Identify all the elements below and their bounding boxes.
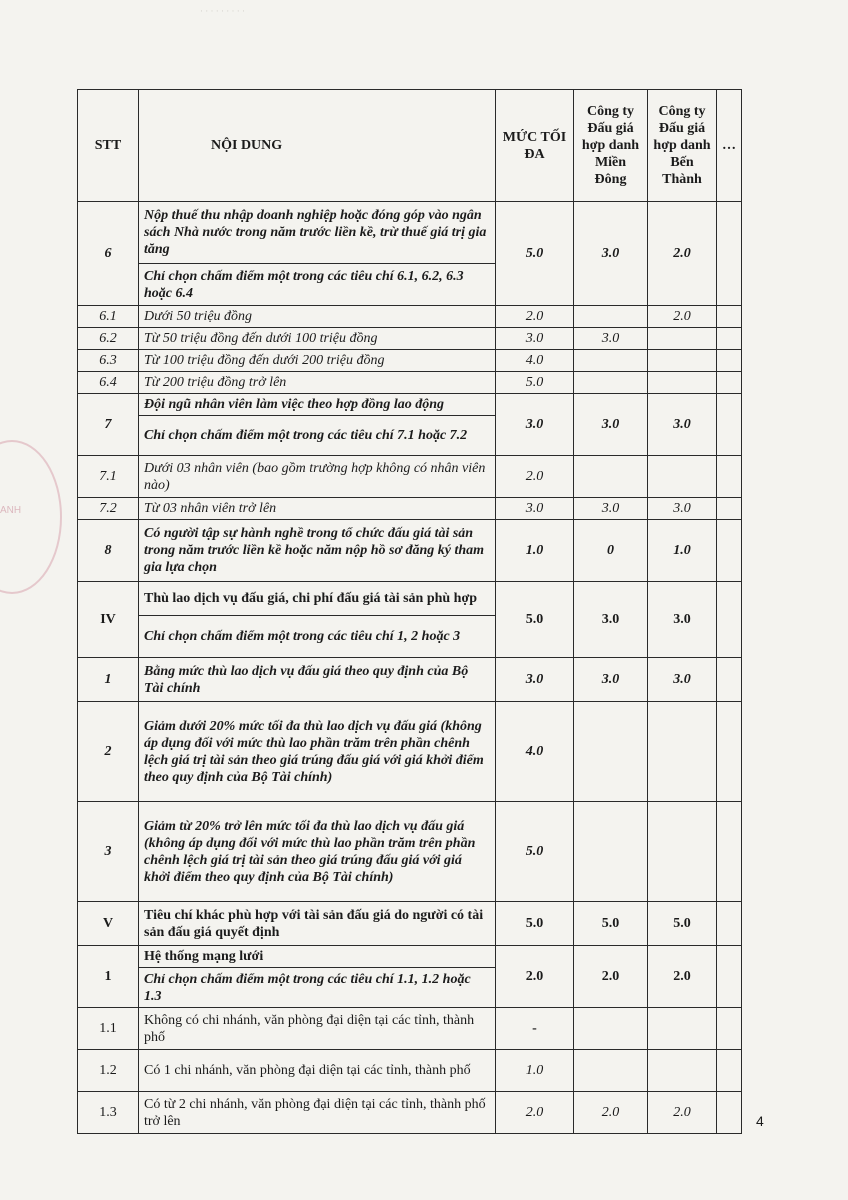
row-content: Giảm dưới 20% mức tối đa thù lao dịch vụ đấu giá (không áp dụng đối với mức thù lao phần trăm trên phần chênh lệch giá trị tài sản theo giá trúng đấu giá với giá khởi điểm theo quy định của Bộ Tài chính) <box>139 702 496 802</box>
row-content: Không có chi nhánh, văn phòng đại diện tại các tỉnh, thành phố <box>139 1008 496 1050</box>
table-row <box>78 306 742 328</box>
row-max: 5.0 <box>496 372 574 394</box>
row-company-2 <box>648 328 717 350</box>
row-content: Thù lao dịch vụ đấu giá, chi phí đấu giá tài sản phù hợp <box>139 582 496 616</box>
table-row <box>78 520 742 582</box>
row-company-2 <box>648 372 717 394</box>
row-company-2: 3.0 <box>648 498 717 520</box>
row-content: Có từ 2 chi nhánh, văn phòng đại diện tại các tỉnh, thành phố trở lên <box>139 1092 496 1134</box>
table-row <box>78 498 742 520</box>
row-company-1 <box>574 306 648 328</box>
row-content: Tiêu chí khác phù hợp với tài sản đấu giá do người có tài sản đấu giá quyết định <box>139 902 496 946</box>
row-company-2: 3.0 <box>648 658 717 702</box>
row-company-2: 1.0 <box>648 520 717 582</box>
row-max: 4.0 <box>496 702 574 802</box>
row-company-1 <box>574 1008 648 1050</box>
row-company-1 <box>574 350 648 372</box>
row-stt: 8 <box>78 520 139 582</box>
row-content: Có người tập sự hành nghề trong tổ chức đấu giá tài sản trong năm trước liền kề hoặc năm nộp hồ sơ đăng ký tham gia lựa chọn <box>139 520 496 582</box>
row-stt: 6.4 <box>78 372 139 394</box>
row-stt: 1 <box>78 946 139 1008</box>
stamp-fragment: ANH <box>0 505 22 516</box>
row-company-2 <box>648 456 717 498</box>
row-company-2 <box>648 702 717 802</box>
row-content: Từ 03 nhân viên trở lên <box>139 498 496 520</box>
row-company-2: 5.0 <box>648 902 717 946</box>
row-stt: IV <box>78 582 139 658</box>
row-content: Có 1 chi nhánh, văn phòng đại diện tại các tỉnh, thành phố <box>139 1050 496 1092</box>
row-content: Nộp thuế thu nhập doanh nghiệp hoặc đóng góp vào ngân sách Nhà nước trong năm trước liền kề, trừ thuế giá trị gia tăng <box>139 202 496 264</box>
table-row <box>78 394 742 416</box>
table-header-row <box>78 90 742 202</box>
row-content: Giảm từ 20% trở lên mức tối đa thù lao dịch vụ đấu giá (không áp dụng đối với mức thù lao phần trăm trên phần chênh lệch giá trị tài sản theo giá trúng đấu giá với giá khởi điểm theo quy định của Bộ Tài chính) <box>139 802 496 902</box>
row-stt: 1.2 <box>78 1050 139 1092</box>
row-content: Từ 50 triệu đồng đến dưới 100 triệu đồng <box>139 328 496 350</box>
row-company-1: 3.0 <box>574 582 648 658</box>
row-max: 3.0 <box>496 394 574 456</box>
table-row <box>78 702 742 802</box>
row-content: Đội ngũ nhân viên làm việc theo hợp đồng lao động <box>139 394 496 416</box>
row-max: 4.0 <box>496 350 574 372</box>
table-row-section <box>78 902 742 946</box>
header-company-1: Công ty Đấu giá hợp danh Miền Đông <box>574 90 648 202</box>
table-row <box>78 802 742 902</box>
row-max: 5.0 <box>496 582 574 658</box>
row-company-1 <box>574 372 648 394</box>
row-company-1: 0 <box>574 520 648 582</box>
header-stt: STT <box>78 90 139 202</box>
red-stamp-seal <box>0 440 62 594</box>
row-company-2: 2.0 <box>648 306 717 328</box>
header-company-2: Công ty Đấu giá hợp danh Bến Thành <box>648 90 717 202</box>
row-stt: V <box>78 902 139 946</box>
row-stt: 7 <box>78 394 139 456</box>
row-stt: 6.3 <box>78 350 139 372</box>
table-row <box>78 1050 742 1092</box>
row-max: 5.0 <box>496 202 574 306</box>
row-stt: 1.3 <box>78 1092 139 1134</box>
row-stt: 3 <box>78 802 139 902</box>
row-max: 5.0 <box>496 902 574 946</box>
row-note: Chỉ chọn chấm điểm một trong các tiêu chí 6.1, 6.2, 6.3 hoặc 6.4 <box>139 264 496 306</box>
row-content: Từ 100 triệu đồng đến dưới 200 triệu đồng <box>139 350 496 372</box>
row-company-2: 2.0 <box>648 946 717 1008</box>
row-company-1 <box>574 702 648 802</box>
row-company-1: 2.0 <box>574 946 648 1008</box>
row-max: 2.0 <box>496 1092 574 1134</box>
table-row <box>78 1092 742 1134</box>
row-company-2: 2.0 <box>648 202 717 306</box>
row-company-2 <box>648 1008 717 1050</box>
row-company-1 <box>574 456 648 498</box>
table-row <box>78 350 742 372</box>
row-content: Dưới 50 triệu đồng <box>139 306 496 328</box>
row-stt: 6.2 <box>78 328 139 350</box>
row-max: 2.0 <box>496 946 574 1008</box>
table-row <box>78 328 742 350</box>
row-company-2: 3.0 <box>648 582 717 658</box>
table-row <box>78 658 742 702</box>
row-company-2 <box>648 802 717 902</box>
page-number: 4 <box>756 1113 764 1129</box>
row-stt: 6.1 <box>78 306 139 328</box>
header-max: MỨC TỐI ĐA <box>496 90 574 202</box>
row-note: Chỉ chọn chấm điểm một trong các tiêu chí 1, 2 hoặc 3 <box>139 616 496 658</box>
row-content: Dưới 03 nhân viên (bao gồm trường hợp không có nhân viên nào) <box>139 456 496 498</box>
row-note: Chỉ chọn chấm điểm một trong các tiêu chí 1.1, 1.2 hoặc 1.3 <box>139 968 496 1008</box>
table-row <box>78 202 742 264</box>
row-company-2: 3.0 <box>648 394 717 456</box>
row-company-2 <box>648 1050 717 1092</box>
row-stt: 2 <box>78 702 139 802</box>
row-company-1: 3.0 <box>574 394 648 456</box>
row-max: 3.0 <box>496 328 574 350</box>
row-company-1 <box>574 1050 648 1092</box>
row-note: Chỉ chọn chấm điểm một trong các tiêu chí 7.1 hoặc 7.2 <box>139 416 496 456</box>
row-company-2 <box>648 350 717 372</box>
table-row <box>78 946 742 968</box>
scoring-table <box>77 89 742 1134</box>
row-stt: 6 <box>78 202 139 306</box>
row-company-1: 3.0 <box>574 202 648 306</box>
table-row-section <box>78 582 742 616</box>
row-company-1: 3.0 <box>574 498 648 520</box>
header-more: … <box>717 90 742 202</box>
row-max: 1.0 <box>496 520 574 582</box>
row-max: 3.0 <box>496 658 574 702</box>
row-content: Từ 200 triệu đồng trở lên <box>139 372 496 394</box>
header-content: NỘI DUNG <box>139 90 496 202</box>
row-stt: 1 <box>78 658 139 702</box>
row-max: 1.0 <box>496 1050 574 1092</box>
bleed-through-text: · · · · · · · · · <box>200 6 245 16</box>
row-max: 2.0 <box>496 456 574 498</box>
table-row <box>78 1008 742 1050</box>
row-max: 3.0 <box>496 498 574 520</box>
row-stt: 1.1 <box>78 1008 139 1050</box>
row-stt: 7.1 <box>78 456 139 498</box>
row-company-1: 5.0 <box>574 902 648 946</box>
table-row <box>78 372 742 394</box>
row-company-1: 3.0 <box>574 328 648 350</box>
row-company-1 <box>574 802 648 902</box>
row-company-2: 2.0 <box>648 1092 717 1134</box>
row-content: Bằng mức thù lao dịch vụ đấu giá theo quy định của Bộ Tài chính <box>139 658 496 702</box>
row-content: Hệ thống mạng lưới <box>139 946 496 968</box>
table-row <box>78 456 742 498</box>
row-max: 5.0 <box>496 802 574 902</box>
row-company-1: 3.0 <box>574 658 648 702</box>
row-max: 2.0 <box>496 306 574 328</box>
row-max: - <box>496 1008 574 1050</box>
row-company-1: 2.0 <box>574 1092 648 1134</box>
row-stt: 7.2 <box>78 498 139 520</box>
